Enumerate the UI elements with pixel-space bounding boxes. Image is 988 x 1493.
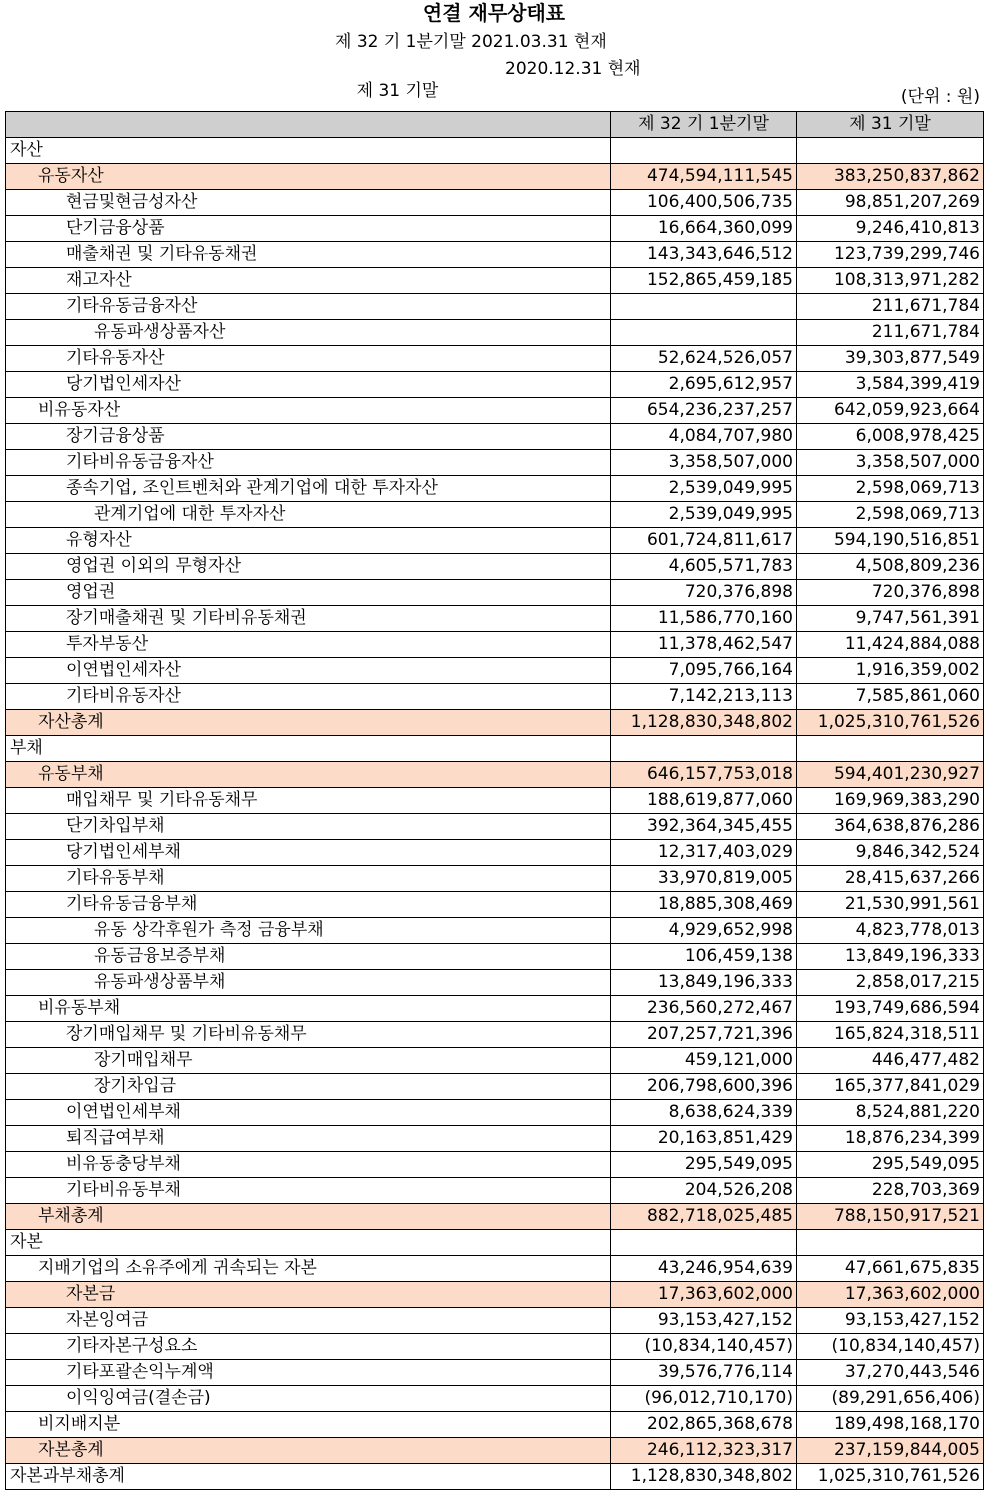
table-row bbox=[6, 1048, 984, 1074]
prior-period-value: 788,150,917,521 bbox=[797, 1204, 984, 1230]
prior-period-value: 28,415,637,266 bbox=[797, 866, 984, 892]
prior-period-value bbox=[797, 1230, 984, 1256]
prior-period-value: 1,025,310,761,526 bbox=[797, 710, 984, 736]
prior-period-value: 39,303,877,549 bbox=[797, 346, 984, 372]
current-period-value bbox=[611, 1230, 797, 1256]
prior-period-value: 108,313,971,282 bbox=[797, 268, 984, 294]
row-label: 기타유동금융자산 bbox=[6, 294, 611, 320]
prior-period-value: 21,530,991,561 bbox=[797, 892, 984, 918]
table-row bbox=[6, 1386, 984, 1412]
table-row bbox=[6, 1074, 984, 1100]
table-row bbox=[6, 866, 984, 892]
table-row bbox=[6, 1022, 984, 1048]
row-label: 매출채권 및 기타유동채권 bbox=[6, 242, 611, 268]
row-label: 장기매입채무 bbox=[6, 1048, 611, 1074]
current-period-value: 188,619,877,060 bbox=[611, 788, 797, 814]
prior-period-value: (89,291,656,406) bbox=[797, 1386, 984, 1412]
table-row bbox=[6, 476, 984, 502]
table-row bbox=[6, 892, 984, 918]
current-period-value: 7,095,766,164 bbox=[611, 658, 797, 684]
unit-label: (단위 : 원) bbox=[900, 87, 980, 107]
table-row bbox=[6, 918, 984, 944]
row-label: 기타유동자산 bbox=[6, 346, 611, 372]
current-period-value: 646,157,753,018 bbox=[611, 762, 797, 788]
row-label: 자산총계 bbox=[6, 710, 611, 736]
prior-period-value: 169,969,383,290 bbox=[797, 788, 984, 814]
current-period-value: (10,834,140,457) bbox=[611, 1334, 797, 1360]
table-row bbox=[6, 1152, 984, 1178]
row-label: 퇴직급여부채 bbox=[6, 1126, 611, 1152]
row-label: 유형자산 bbox=[6, 528, 611, 554]
row-label: 비유동부채 bbox=[6, 996, 611, 1022]
table-row bbox=[6, 1178, 984, 1204]
prior-period-value: 165,824,318,511 bbox=[797, 1022, 984, 1048]
current-period-value: 882,718,025,485 bbox=[611, 1204, 797, 1230]
table-row bbox=[6, 1412, 984, 1438]
current-period-value: 202,865,368,678 bbox=[611, 1412, 797, 1438]
current-period-value: 33,970,819,005 bbox=[611, 866, 797, 892]
prior-period-value: 594,190,516,851 bbox=[797, 528, 984, 554]
current-period-value: 601,724,811,617 bbox=[611, 528, 797, 554]
prior-period-value: 642,059,923,664 bbox=[797, 398, 984, 424]
row-label: 장기차입금 bbox=[6, 1074, 611, 1100]
row-label: 기타유동부채 bbox=[6, 866, 611, 892]
table-row bbox=[6, 398, 984, 424]
row-label: 자본잉여금 bbox=[6, 1308, 611, 1334]
row-label: 자본과부채총계 bbox=[6, 1464, 611, 1490]
table-row bbox=[6, 814, 984, 840]
prior-period-value: 3,584,399,419 bbox=[797, 372, 984, 398]
row-label: 비유동충당부채 bbox=[6, 1152, 611, 1178]
prior-period-value: 3,358,507,000 bbox=[797, 450, 984, 476]
row-label: 당기법인세부채 bbox=[6, 840, 611, 866]
prior-period-value: 6,008,978,425 bbox=[797, 424, 984, 450]
row-label: 장기매출채권 및 기타비유동채권 bbox=[6, 606, 611, 632]
table-row bbox=[6, 1204, 984, 1230]
table-row bbox=[6, 138, 984, 164]
table-row bbox=[6, 996, 984, 1022]
table-row bbox=[6, 606, 984, 632]
current-period-value: 11,378,462,547 bbox=[611, 632, 797, 658]
row-label: 유동파생상품자산 bbox=[6, 320, 611, 346]
row-label: 비지배지분 bbox=[6, 1412, 611, 1438]
current-period-value: 459,121,000 bbox=[611, 1048, 797, 1074]
row-label: 재고자산 bbox=[6, 268, 611, 294]
current-period-value: 720,376,898 bbox=[611, 580, 797, 606]
current-period-value: 13,849,196,333 bbox=[611, 970, 797, 996]
row-label: 기타비유동금융자산 bbox=[6, 450, 611, 476]
prior-period-value: 2,598,069,713 bbox=[797, 476, 984, 502]
prior-period-value: 4,508,809,236 bbox=[797, 554, 984, 580]
prior-period-value: 98,851,207,269 bbox=[797, 190, 984, 216]
current-period-value: 52,624,526,057 bbox=[611, 346, 797, 372]
prior-period-value: 193,749,686,594 bbox=[797, 996, 984, 1022]
table-header-row bbox=[6, 112, 984, 138]
row-label: 자산 bbox=[6, 138, 611, 164]
row-label: 부채 bbox=[6, 736, 611, 762]
prior-period-value: 93,153,427,152 bbox=[797, 1308, 984, 1334]
prior-period-value: 8,524,881,220 bbox=[797, 1100, 984, 1126]
current-period-value: 1,128,830,348,802 bbox=[611, 1464, 797, 1490]
row-label: 기타자본구성요소 bbox=[6, 1334, 611, 1360]
prior-period-value bbox=[797, 736, 984, 762]
table-row bbox=[6, 658, 984, 684]
current-period-value: 392,364,345,455 bbox=[611, 814, 797, 840]
row-label: 영업권 bbox=[6, 580, 611, 606]
current-period-value: 16,664,360,099 bbox=[611, 216, 797, 242]
row-label: 관계기업에 대한 투자자산 bbox=[6, 502, 611, 528]
current-period-value bbox=[611, 320, 797, 346]
row-label: 기타포괄손익누계액 bbox=[6, 1360, 611, 1386]
prior-period-value: 9,246,410,813 bbox=[797, 216, 984, 242]
table-row bbox=[6, 970, 984, 996]
table-row bbox=[6, 346, 984, 372]
current-period-value: 4,084,707,980 bbox=[611, 424, 797, 450]
table-row bbox=[6, 632, 984, 658]
table-row bbox=[6, 1464, 984, 1490]
row-label: 부채총계 bbox=[6, 1204, 611, 1230]
row-label: 투자부동산 bbox=[6, 632, 611, 658]
prior-period-value: (10,834,140,457) bbox=[797, 1334, 984, 1360]
current-period-value bbox=[611, 294, 797, 320]
row-label: 영업권 이외의 무형자산 bbox=[6, 554, 611, 580]
table-row bbox=[6, 944, 984, 970]
current-period-value: 206,798,600,396 bbox=[611, 1074, 797, 1100]
table-row bbox=[6, 372, 984, 398]
current-period-value: 654,236,237,257 bbox=[611, 398, 797, 424]
prior-period-value: 18,876,234,399 bbox=[797, 1126, 984, 1152]
table-row bbox=[6, 580, 984, 606]
prior-period-value: 123,739,299,746 bbox=[797, 242, 984, 268]
row-label: 이연법인세자산 bbox=[6, 658, 611, 684]
table-row bbox=[6, 242, 984, 268]
current-period-value: 2,539,049,995 bbox=[611, 476, 797, 502]
table-row bbox=[6, 1438, 984, 1464]
current-period-value: 43,246,954,639 bbox=[611, 1256, 797, 1282]
prior-period-value: 295,549,095 bbox=[797, 1152, 984, 1178]
table-row bbox=[6, 320, 984, 346]
statement-header bbox=[0, 0, 988, 110]
table-row bbox=[6, 164, 984, 190]
header-prior-period: 제 31 기말 bbox=[797, 112, 984, 138]
current-period-value: 20,163,851,429 bbox=[611, 1126, 797, 1152]
prior-period-value: 17,363,602,000 bbox=[797, 1282, 984, 1308]
current-period-value: 18,885,308,469 bbox=[611, 892, 797, 918]
prior-period-value: 211,671,784 bbox=[797, 294, 984, 320]
table-row bbox=[6, 216, 984, 242]
current-period-value: 4,605,571,783 bbox=[611, 554, 797, 580]
prior-period-value: 37,270,443,546 bbox=[797, 1360, 984, 1386]
prior-period-value: 228,703,369 bbox=[797, 1178, 984, 1204]
current-period-value: (96,012,710,170) bbox=[611, 1386, 797, 1412]
row-label: 이연법인세부채 bbox=[6, 1100, 611, 1126]
row-label: 유동 상각후원가 측정 금융부채 bbox=[6, 918, 611, 944]
row-label: 매입채무 및 기타유동채무 bbox=[6, 788, 611, 814]
table-row bbox=[6, 1334, 984, 1360]
current-period-value: 4,929,652,998 bbox=[611, 918, 797, 944]
table-row bbox=[6, 788, 984, 814]
row-label: 자본총계 bbox=[6, 1438, 611, 1464]
current-period-value: 12,317,403,029 bbox=[611, 840, 797, 866]
table-row bbox=[6, 268, 984, 294]
prior-period-value: 11,424,884,088 bbox=[797, 632, 984, 658]
statement-title: 연결 재무상태표 bbox=[422, 1, 566, 25]
prior-period-value: 1,916,359,002 bbox=[797, 658, 984, 684]
current-period-value: 236,560,272,467 bbox=[611, 996, 797, 1022]
current-period-value: 3,358,507,000 bbox=[611, 450, 797, 476]
current-period-value: 474,594,111,545 bbox=[611, 164, 797, 190]
table-row bbox=[6, 762, 984, 788]
row-label: 비유동자산 bbox=[6, 398, 611, 424]
current-period-value: 7,142,213,113 bbox=[611, 684, 797, 710]
table-row bbox=[6, 502, 984, 528]
current-period-value: 143,343,646,512 bbox=[611, 242, 797, 268]
table-body bbox=[6, 138, 984, 1490]
row-label: 자본 bbox=[6, 1230, 611, 1256]
prior-period-value: 165,377,841,029 bbox=[797, 1074, 984, 1100]
row-label: 유동자산 bbox=[6, 164, 611, 190]
row-label: 단기차입부채 bbox=[6, 814, 611, 840]
prior-period-value: 364,638,876,286 bbox=[797, 814, 984, 840]
row-label: 지배기업의 소유주에게 귀속되는 자본 bbox=[6, 1256, 611, 1282]
current-period-value: 152,865,459,185 bbox=[611, 268, 797, 294]
current-period-value: 39,576,776,114 bbox=[611, 1360, 797, 1386]
row-label: 단기금융상품 bbox=[6, 216, 611, 242]
current-period-value: 207,257,721,396 bbox=[611, 1022, 797, 1048]
table-row bbox=[6, 1308, 984, 1334]
row-label: 이익잉여금(결손금) bbox=[6, 1386, 611, 1412]
prior-period-value: 9,747,561,391 bbox=[797, 606, 984, 632]
current-period-value: 246,112,323,317 bbox=[611, 1438, 797, 1464]
prior-period-value: 2,598,069,713 bbox=[797, 502, 984, 528]
prior-period-value: 211,671,784 bbox=[797, 320, 984, 346]
row-label: 현금및현금성자산 bbox=[6, 190, 611, 216]
row-label: 기타비유동부채 bbox=[6, 1178, 611, 1204]
prior-period-value: 446,477,482 bbox=[797, 1048, 984, 1074]
prior-period-value: 383,250,837,862 bbox=[797, 164, 984, 190]
current-period-value: 11,586,770,160 bbox=[611, 606, 797, 632]
table-row bbox=[6, 450, 984, 476]
table-row bbox=[6, 1126, 984, 1152]
header-current-period: 제 32 기 1분기말 bbox=[611, 112, 797, 138]
current-period-value: 106,400,506,735 bbox=[611, 190, 797, 216]
prior-period-value: 7,585,861,060 bbox=[797, 684, 984, 710]
balance-sheet-table bbox=[5, 111, 984, 1490]
table-row bbox=[6, 684, 984, 710]
table-row bbox=[6, 424, 984, 450]
table-row bbox=[6, 528, 984, 554]
prior-period-value: 4,823,778,013 bbox=[797, 918, 984, 944]
current-period-value: 2,695,612,957 bbox=[611, 372, 797, 398]
table-row bbox=[6, 294, 984, 320]
current-period-value: 204,526,208 bbox=[611, 1178, 797, 1204]
current-period-value: 106,459,138 bbox=[611, 944, 797, 970]
current-period-value: 8,638,624,339 bbox=[611, 1100, 797, 1126]
prior-period-value: 720,376,898 bbox=[797, 580, 984, 606]
row-label: 종속기업, 조인트벤처와 관계기업에 대한 투자자산 bbox=[6, 476, 611, 502]
current-period-value: 17,363,602,000 bbox=[611, 1282, 797, 1308]
row-label: 유동금융보증부채 bbox=[6, 944, 611, 970]
prior-period-value: 2,858,017,215 bbox=[797, 970, 984, 996]
current-period-value: 1,128,830,348,802 bbox=[611, 710, 797, 736]
current-period: 제 32 기 1분기말 2021.03.31 현재 bbox=[335, 32, 607, 52]
current-period-value bbox=[611, 138, 797, 164]
table-row bbox=[6, 1360, 984, 1386]
table-row bbox=[6, 190, 984, 216]
current-period-value bbox=[611, 736, 797, 762]
prior-period-value: 1,025,310,761,526 bbox=[797, 1464, 984, 1490]
table-row bbox=[6, 710, 984, 736]
table-row bbox=[6, 1256, 984, 1282]
table-row bbox=[6, 1100, 984, 1126]
prior-period-label: 제 31 기말 bbox=[356, 81, 439, 101]
row-label: 당기법인세자산 bbox=[6, 372, 611, 398]
table-row bbox=[6, 1282, 984, 1308]
prior-period-value: 594,401,230,927 bbox=[797, 762, 984, 788]
table-row bbox=[6, 840, 984, 866]
prior-period-value: 9,846,342,524 bbox=[797, 840, 984, 866]
header-label-cell bbox=[6, 112, 611, 138]
prior-period-value: 237,159,844,005 bbox=[797, 1438, 984, 1464]
row-label: 기타유동금융부채 bbox=[6, 892, 611, 918]
prior-period-value: 47,661,675,835 bbox=[797, 1256, 984, 1282]
prior-period-date: 2020.12.31 현재 bbox=[505, 59, 641, 79]
table-row bbox=[6, 554, 984, 580]
row-label: 자본금 bbox=[6, 1282, 611, 1308]
row-label: 유동부채 bbox=[6, 762, 611, 788]
row-label: 장기매입채무 및 기타비유동채무 bbox=[6, 1022, 611, 1048]
current-period-value: 295,549,095 bbox=[611, 1152, 797, 1178]
prior-period-value: 189,498,168,170 bbox=[797, 1412, 984, 1438]
prior-period-value: 13,849,196,333 bbox=[797, 944, 984, 970]
table-row bbox=[6, 736, 984, 762]
current-period-value: 2,539,049,995 bbox=[611, 502, 797, 528]
table-row bbox=[6, 1230, 984, 1256]
row-label: 장기금융상품 bbox=[6, 424, 611, 450]
prior-period-value bbox=[797, 138, 984, 164]
current-period-value: 93,153,427,152 bbox=[611, 1308, 797, 1334]
row-label: 유동파생상품부채 bbox=[6, 970, 611, 996]
row-label: 기타비유동자산 bbox=[6, 684, 611, 710]
